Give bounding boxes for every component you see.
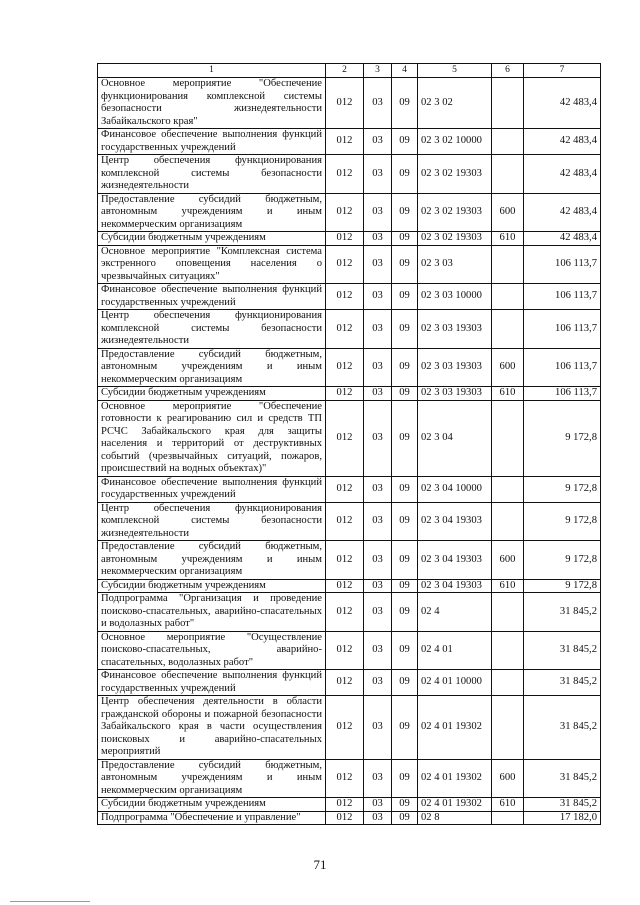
cell-col-5: 02 3 02 bbox=[418, 78, 492, 129]
cell-col-3: 03 bbox=[364, 348, 392, 387]
cell-col-2: 012 bbox=[326, 502, 364, 541]
cell-row-name: Субсидии бюджетным учреждениям bbox=[98, 387, 326, 401]
table-row bbox=[98, 593, 601, 632]
table-row bbox=[98, 193, 601, 232]
header-col-1: 1 bbox=[98, 64, 326, 78]
cell-col-7: 9 172,8 bbox=[524, 400, 601, 476]
cell-col-6: 600 bbox=[492, 541, 524, 580]
cell-col-6 bbox=[492, 593, 524, 632]
cell-col-7: 42 483,4 bbox=[524, 78, 601, 129]
cell-row-name: Подпрограмма "Обеспечение и управление" bbox=[98, 811, 326, 825]
cell-col-6 bbox=[492, 476, 524, 502]
cell-col-4: 09 bbox=[392, 310, 418, 349]
cell-col-2: 012 bbox=[326, 798, 364, 812]
header-col-4: 4 bbox=[392, 64, 418, 78]
cell-col-5: 02 3 04 10000 bbox=[418, 476, 492, 502]
cell-col-4: 09 bbox=[392, 129, 418, 155]
cell-col-4: 09 bbox=[392, 232, 418, 246]
cell-col-6 bbox=[492, 631, 524, 670]
cell-col-2: 012 bbox=[326, 155, 364, 194]
table-row bbox=[98, 759, 601, 798]
table-row bbox=[98, 798, 601, 812]
cell-col-7: 9 172,8 bbox=[524, 476, 601, 502]
cell-col-4: 09 bbox=[392, 245, 418, 284]
cell-row-name: Предоставление субсидий бюджетным, автономным учреждениям и иным некоммерческим организациям bbox=[98, 348, 326, 387]
cell-row-name: Субсидии бюджетным учреждениям bbox=[98, 232, 326, 246]
cell-row-name: Основное мероприятие "Осуществление поисково-спасательных, аварийно-спасательных, водолазных работ" bbox=[98, 631, 326, 670]
cell-row-name: Центр обеспечения деятельности в области гражданской обороны и пожарной безопасности Забайкальского края в части осуществления поисковых и аварийно-спасательных мероприятий bbox=[98, 696, 326, 760]
cell-col-2: 012 bbox=[326, 579, 364, 593]
cell-col-6 bbox=[492, 670, 524, 696]
cell-row-name: Финансовое обеспечение выполнения функций государственных учреждений bbox=[98, 476, 326, 502]
table-row bbox=[98, 284, 601, 310]
cell-col-4: 09 bbox=[392, 155, 418, 194]
cell-col-4: 09 bbox=[392, 579, 418, 593]
cell-col-6 bbox=[492, 284, 524, 310]
cell-col-3: 03 bbox=[364, 245, 392, 284]
cell-col-7: 9 172,8 bbox=[524, 502, 601, 541]
cell-col-5: 02 3 03 19303 bbox=[418, 348, 492, 387]
cell-col-3: 03 bbox=[364, 155, 392, 194]
cell-col-2: 012 bbox=[326, 129, 364, 155]
cell-col-5: 02 4 01 10000 bbox=[418, 670, 492, 696]
table-row bbox=[98, 476, 601, 502]
cell-col-6 bbox=[492, 245, 524, 284]
cell-col-6 bbox=[492, 129, 524, 155]
cell-col-6: 610 bbox=[492, 387, 524, 401]
cell-col-2: 012 bbox=[326, 387, 364, 401]
cell-col-3: 03 bbox=[364, 579, 392, 593]
cell-col-6 bbox=[492, 400, 524, 476]
cell-row-name: Центр обеспечения функционирования комплексной системы безопасности жизнедеятельности bbox=[98, 155, 326, 194]
table-row bbox=[98, 232, 601, 246]
cell-col-3: 03 bbox=[364, 759, 392, 798]
cell-col-2: 012 bbox=[326, 193, 364, 232]
cell-col-5: 02 3 04 19303 bbox=[418, 579, 492, 593]
cell-col-6 bbox=[492, 811, 524, 825]
cell-row-name: Финансовое обеспечение выполнения функций государственных учреждений bbox=[98, 670, 326, 696]
cell-col-7: 106 113,7 bbox=[524, 348, 601, 387]
cell-col-5: 02 3 02 19303 bbox=[418, 155, 492, 194]
cell-col-2: 012 bbox=[326, 284, 364, 310]
cell-col-5: 02 4 bbox=[418, 593, 492, 632]
table-row bbox=[98, 631, 601, 670]
table-row bbox=[98, 502, 601, 541]
cell-col-2: 012 bbox=[326, 631, 364, 670]
cell-row-name: Центр обеспечения функционирования комплексной системы безопасности жизнедеятельности bbox=[98, 310, 326, 349]
table-row bbox=[98, 155, 601, 194]
cell-col-2: 012 bbox=[326, 78, 364, 129]
cell-col-4: 09 bbox=[392, 696, 418, 760]
cell-col-6: 610 bbox=[492, 579, 524, 593]
table-row bbox=[98, 400, 601, 476]
cell-col-2: 012 bbox=[326, 670, 364, 696]
table-row bbox=[98, 541, 601, 580]
cell-col-4: 09 bbox=[392, 593, 418, 632]
cell-col-7: 31 845,2 bbox=[524, 759, 601, 798]
cell-col-4: 09 bbox=[392, 502, 418, 541]
cell-col-4: 09 bbox=[392, 541, 418, 580]
cell-col-4: 09 bbox=[392, 387, 418, 401]
cell-col-3: 03 bbox=[364, 696, 392, 760]
cell-col-7: 31 845,2 bbox=[524, 798, 601, 812]
cell-col-7: 31 845,2 bbox=[524, 631, 601, 670]
cell-row-name: Субсидии бюджетным учреждениям bbox=[98, 798, 326, 812]
cell-col-2: 012 bbox=[326, 811, 364, 825]
cell-col-4: 09 bbox=[392, 193, 418, 232]
cell-col-5: 02 3 03 bbox=[418, 245, 492, 284]
cell-col-4: 09 bbox=[392, 759, 418, 798]
table-row bbox=[98, 129, 601, 155]
cell-col-3: 03 bbox=[364, 400, 392, 476]
cell-col-7: 106 113,7 bbox=[524, 310, 601, 349]
table-row bbox=[98, 348, 601, 387]
header-col-6: 6 bbox=[492, 64, 524, 78]
cell-col-6 bbox=[492, 155, 524, 194]
cell-col-4: 09 bbox=[392, 284, 418, 310]
cell-col-3: 03 bbox=[364, 129, 392, 155]
table-row bbox=[98, 579, 601, 593]
cell-col-4: 09 bbox=[392, 476, 418, 502]
cell-col-2: 012 bbox=[326, 696, 364, 760]
table-row bbox=[98, 696, 601, 760]
cell-col-5: 02 4 01 bbox=[418, 631, 492, 670]
cell-col-5: 02 3 03 19303 bbox=[418, 387, 492, 401]
table-row bbox=[98, 310, 601, 349]
cell-col-7: 42 483,4 bbox=[524, 232, 601, 246]
cell-col-7: 42 483,4 bbox=[524, 155, 601, 194]
cell-col-7: 106 113,7 bbox=[524, 245, 601, 284]
cell-col-3: 03 bbox=[364, 631, 392, 670]
table-row bbox=[98, 670, 601, 696]
table-row bbox=[98, 811, 601, 825]
cell-col-3: 03 bbox=[364, 798, 392, 812]
cell-col-3: 03 bbox=[364, 541, 392, 580]
cell-col-4: 09 bbox=[392, 670, 418, 696]
budget-table bbox=[97, 63, 601, 825]
cell-col-5: 02 3 04 bbox=[418, 400, 492, 476]
cell-col-3: 03 bbox=[364, 284, 392, 310]
cell-col-6: 600 bbox=[492, 348, 524, 387]
table-row bbox=[98, 78, 601, 129]
header-row bbox=[98, 64, 601, 78]
cell-col-2: 012 bbox=[326, 400, 364, 476]
cell-row-name: Предоставление субсидий бюджетным, автономным учреждениям и иным некоммерческим организациям bbox=[98, 541, 326, 580]
header-col-3: 3 bbox=[364, 64, 392, 78]
cell-col-3: 03 bbox=[364, 232, 392, 246]
cell-col-3: 03 bbox=[364, 476, 392, 502]
cell-col-7: 42 483,4 bbox=[524, 129, 601, 155]
cell-col-6 bbox=[492, 310, 524, 349]
cell-col-2: 012 bbox=[326, 476, 364, 502]
cell-col-4: 09 bbox=[392, 798, 418, 812]
cell-col-5: 02 3 04 19303 bbox=[418, 541, 492, 580]
cell-col-6 bbox=[492, 78, 524, 129]
cell-row-name: Основное мероприятие "Комплексная система экстренного оповещения населения о чрезвычайных ситуациях" bbox=[98, 245, 326, 284]
header-col-5: 5 bbox=[418, 64, 492, 78]
cell-col-7: 9 172,8 bbox=[524, 541, 601, 580]
cell-col-5: 02 4 01 19302 bbox=[418, 798, 492, 812]
table-row bbox=[98, 245, 601, 284]
cell-col-5: 02 4 01 19302 bbox=[418, 759, 492, 798]
cell-col-3: 03 bbox=[364, 502, 392, 541]
cell-col-5: 02 3 02 19303 bbox=[418, 193, 492, 232]
cell-col-2: 012 bbox=[326, 232, 364, 246]
cell-col-5: 02 8 bbox=[418, 811, 492, 825]
cell-col-7: 106 113,7 bbox=[524, 284, 601, 310]
cell-col-5: 02 3 03 19303 bbox=[418, 310, 492, 349]
cell-col-5: 02 3 02 10000 bbox=[418, 129, 492, 155]
cell-col-3: 03 bbox=[364, 310, 392, 349]
cell-col-4: 09 bbox=[392, 78, 418, 129]
page-number: 71 bbox=[313, 857, 327, 872]
header-col-2: 2 bbox=[326, 64, 364, 78]
cell-col-7: 31 845,2 bbox=[524, 696, 601, 760]
cell-col-6: 610 bbox=[492, 798, 524, 812]
cell-col-6: 610 bbox=[492, 232, 524, 246]
cell-col-7: 31 845,2 bbox=[524, 593, 601, 632]
cell-col-5: 02 3 02 19303 bbox=[418, 232, 492, 246]
cell-col-6 bbox=[492, 696, 524, 760]
cell-col-7: 31 845,2 bbox=[524, 670, 601, 696]
cell-col-2: 012 bbox=[326, 348, 364, 387]
cell-col-2: 012 bbox=[326, 593, 364, 632]
cell-col-6: 600 bbox=[492, 193, 524, 232]
cell-row-name: Центр обеспечения функционирования комплексной системы безопасности жизнедеятельности bbox=[98, 502, 326, 541]
cell-col-3: 03 bbox=[364, 193, 392, 232]
header-col-7: 7 bbox=[524, 64, 601, 78]
cell-col-7: 9 172,8 bbox=[524, 579, 601, 593]
cell-col-2: 012 bbox=[326, 759, 364, 798]
cell-col-2: 012 bbox=[326, 310, 364, 349]
table-row bbox=[98, 387, 601, 401]
cell-col-3: 03 bbox=[364, 387, 392, 401]
cell-col-4: 09 bbox=[392, 811, 418, 825]
cell-col-6: 600 bbox=[492, 759, 524, 798]
cell-col-2: 012 bbox=[326, 245, 364, 284]
cell-col-5: 02 3 03 10000 bbox=[418, 284, 492, 310]
cell-col-3: 03 bbox=[364, 670, 392, 696]
cell-row-name: Предоставление субсидий бюджетным, автономным учреждениям и иным некоммерческим организациям bbox=[98, 193, 326, 232]
cell-col-7: 42 483,4 bbox=[524, 193, 601, 232]
cell-row-name: Основное мероприятие "Обеспечение функционирования комплексной системы безопасности жизнедеятельности Забайкальского края" bbox=[98, 78, 326, 129]
cell-col-5: 02 3 04 19303 bbox=[418, 502, 492, 541]
cell-col-3: 03 bbox=[364, 78, 392, 129]
cell-col-7: 106 113,7 bbox=[524, 387, 601, 401]
cell-col-3: 03 bbox=[364, 593, 392, 632]
cell-col-4: 09 bbox=[392, 400, 418, 476]
cell-row-name: Предоставление субсидий бюджетным, автономным учреждениям и иным некоммерческим организациям bbox=[98, 759, 326, 798]
cell-col-5: 02 4 01 19302 bbox=[418, 696, 492, 760]
cell-row-name: Подпрограмма "Организация и проведение поисково-спасательных, аварийно-спасательных и водолазных работ" bbox=[98, 593, 326, 632]
cell-row-name: Финансовое обеспечение выполнения функций государственных учреждений bbox=[98, 129, 326, 155]
cell-col-6 bbox=[492, 502, 524, 541]
cell-col-3: 03 bbox=[364, 811, 392, 825]
footer-divider bbox=[10, 901, 90, 902]
cell-col-7: 17 182,0 bbox=[524, 811, 601, 825]
cell-row-name: Основное мероприятие "Обеспечение готовности к реагированию сил и средств ТП РСЧС Забайкальского края для защиты населения и территорий от деструктивных событий (чрезвычайных ситуаций, пожаров, происшествий на водных объектах)" bbox=[98, 400, 326, 476]
cell-col-2: 012 bbox=[326, 541, 364, 580]
cell-col-4: 09 bbox=[392, 631, 418, 670]
cell-row-name: Субсидии бюджетным учреждениям bbox=[98, 579, 326, 593]
cell-col-4: 09 bbox=[392, 348, 418, 387]
cell-row-name: Финансовое обеспечение выполнения функций государственных учреждений bbox=[98, 284, 326, 310]
